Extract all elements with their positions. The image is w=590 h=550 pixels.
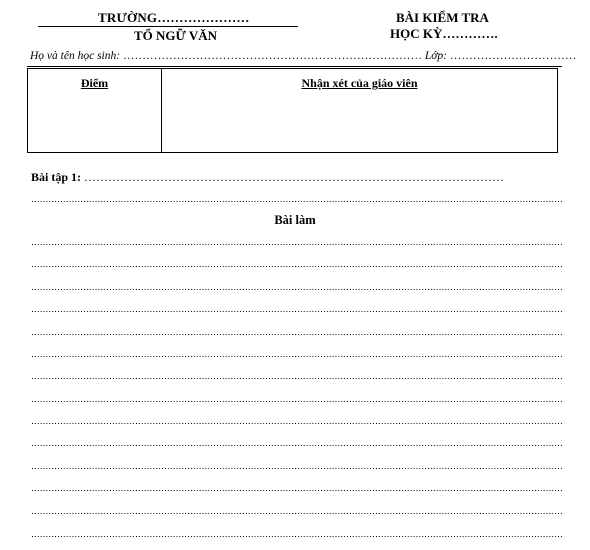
- answer-line[interactable]: [31, 334, 562, 335]
- answer-line[interactable]: [31, 244, 562, 245]
- department-name: TỔ NGỮ VĂN: [134, 28, 218, 43]
- class-field[interactable]: ……………………………: [449, 50, 577, 62]
- exercise-field[interactable]: ……………………………………………………………………………………………: [84, 170, 505, 184]
- exercise-dotted-line[interactable]: [31, 201, 562, 202]
- grade-table: [27, 68, 558, 153]
- score-label: Điểm: [80, 76, 109, 90]
- answer-line[interactable]: [31, 378, 562, 379]
- exercise-label: Bài tập 1:: [31, 170, 82, 184]
- student-info-line: [30, 50, 576, 62]
- work-title: Bài làm: [274, 213, 316, 227]
- student-name-label: Họ và tên học sinh:: [30, 50, 121, 62]
- answer-line[interactable]: [31, 536, 562, 537]
- exam-title: BÀI KIỂM TRA: [396, 10, 489, 25]
- answer-line[interactable]: [31, 266, 562, 267]
- answer-line[interactable]: [31, 356, 562, 357]
- exercise-line: [31, 170, 504, 185]
- answer-line[interactable]: [31, 468, 562, 469]
- answer-line[interactable]: [31, 289, 562, 290]
- teacher-comment-label: Nhận xét của giáo viên: [301, 76, 418, 90]
- answer-line[interactable]: [31, 445, 562, 446]
- exam-term: HỌC KỲ………….: [390, 26, 498, 41]
- answer-line[interactable]: [31, 401, 562, 402]
- school-underline: [38, 26, 298, 27]
- answer-line[interactable]: [31, 423, 562, 424]
- school-name: TRƯỜNG…………………: [98, 10, 250, 25]
- answer-line[interactable]: [31, 311, 562, 312]
- answer-line[interactable]: [31, 513, 562, 514]
- answer-line[interactable]: [31, 490, 562, 491]
- student-name-field[interactable]: ……………………………………………………………………: [122, 50, 422, 62]
- class-label: Lớp:: [424, 50, 447, 62]
- header-rule: [27, 66, 562, 67]
